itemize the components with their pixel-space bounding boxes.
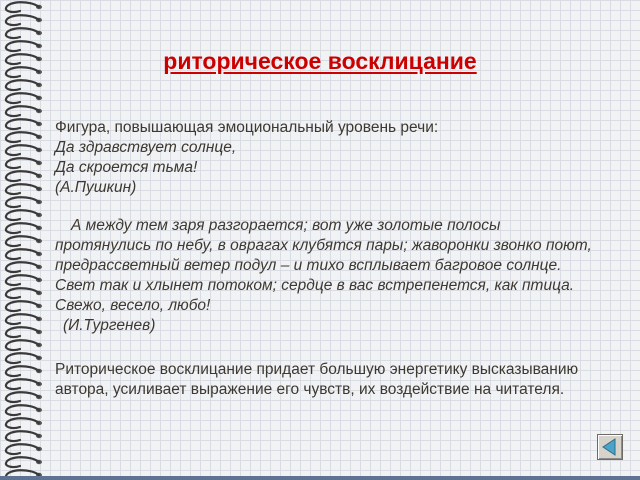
author2: (И.Тургенев) <box>63 317 156 334</box>
spiral-ring <box>6 431 39 441</box>
author1: (А.Пушкин) <box>55 179 137 196</box>
spiral-ring <box>6 444 39 454</box>
spiral-ring <box>6 93 39 103</box>
slide-content <box>55 118 595 400</box>
page-title: риторическое восклицание <box>163 48 477 74</box>
bottom-bar <box>0 476 640 480</box>
spiral-ring <box>6 353 39 363</box>
spiral-ring <box>6 379 39 389</box>
conclusion-text: Риторическое восклицание придает большую энергетику высказыванию автора, усиливает выражение его чувств, их воздействие на читателя. <box>55 361 579 398</box>
spiral-ring <box>6 28 39 38</box>
quote1-line1: Да здравствует солнце, <box>55 139 237 156</box>
spiral-ring <box>6 275 39 285</box>
spiral-ring <box>6 223 39 233</box>
spiral-ring <box>6 145 39 155</box>
spiral-ring <box>6 392 39 402</box>
spiral-ring <box>6 418 39 428</box>
back-button[interactable] <box>597 434 623 460</box>
spiral-ring <box>6 158 39 168</box>
spiral-ring <box>6 80 39 90</box>
spiral-ring <box>6 171 39 181</box>
quote1-line2: Да скроется тьма! <box>55 159 198 176</box>
spiral-ring <box>6 249 39 259</box>
spiral-ring <box>6 314 39 324</box>
spiral-ring <box>6 340 39 350</box>
intro-text: Фигура, повышающая эмоциональный уровень речи: <box>55 119 439 136</box>
triangle-left-icon <box>598 435 622 459</box>
spiral-ring <box>6 236 39 246</box>
spiral-ring <box>6 210 39 220</box>
spiral-ring <box>6 457 39 467</box>
spiral-ring <box>6 2 39 12</box>
spiral-ring <box>6 288 39 298</box>
spiral-ring <box>6 184 39 194</box>
spiral-ring <box>6 15 39 25</box>
spiral-ring <box>6 106 39 116</box>
quote2-text: А между тем заря разгорается; вот уже золотые полосы протянулись по небу, в оврагах клубятся пары; жаворонки звонко поют, предрассветный ветер подул – и тихо всплывает багровое солнце. Свет так и хлынет потоком; сердце в вас встрепенется, как птица. Свежо, весело, любо! <box>55 217 592 314</box>
spiral-ring <box>6 197 39 207</box>
spiral-ring <box>6 366 39 376</box>
spiral-ring <box>6 301 39 311</box>
spiral-ring <box>6 262 39 272</box>
spiral-ring <box>6 327 39 337</box>
spiral-ring <box>6 405 39 415</box>
spiral-ring <box>6 119 39 129</box>
spiral-ring <box>6 132 39 142</box>
